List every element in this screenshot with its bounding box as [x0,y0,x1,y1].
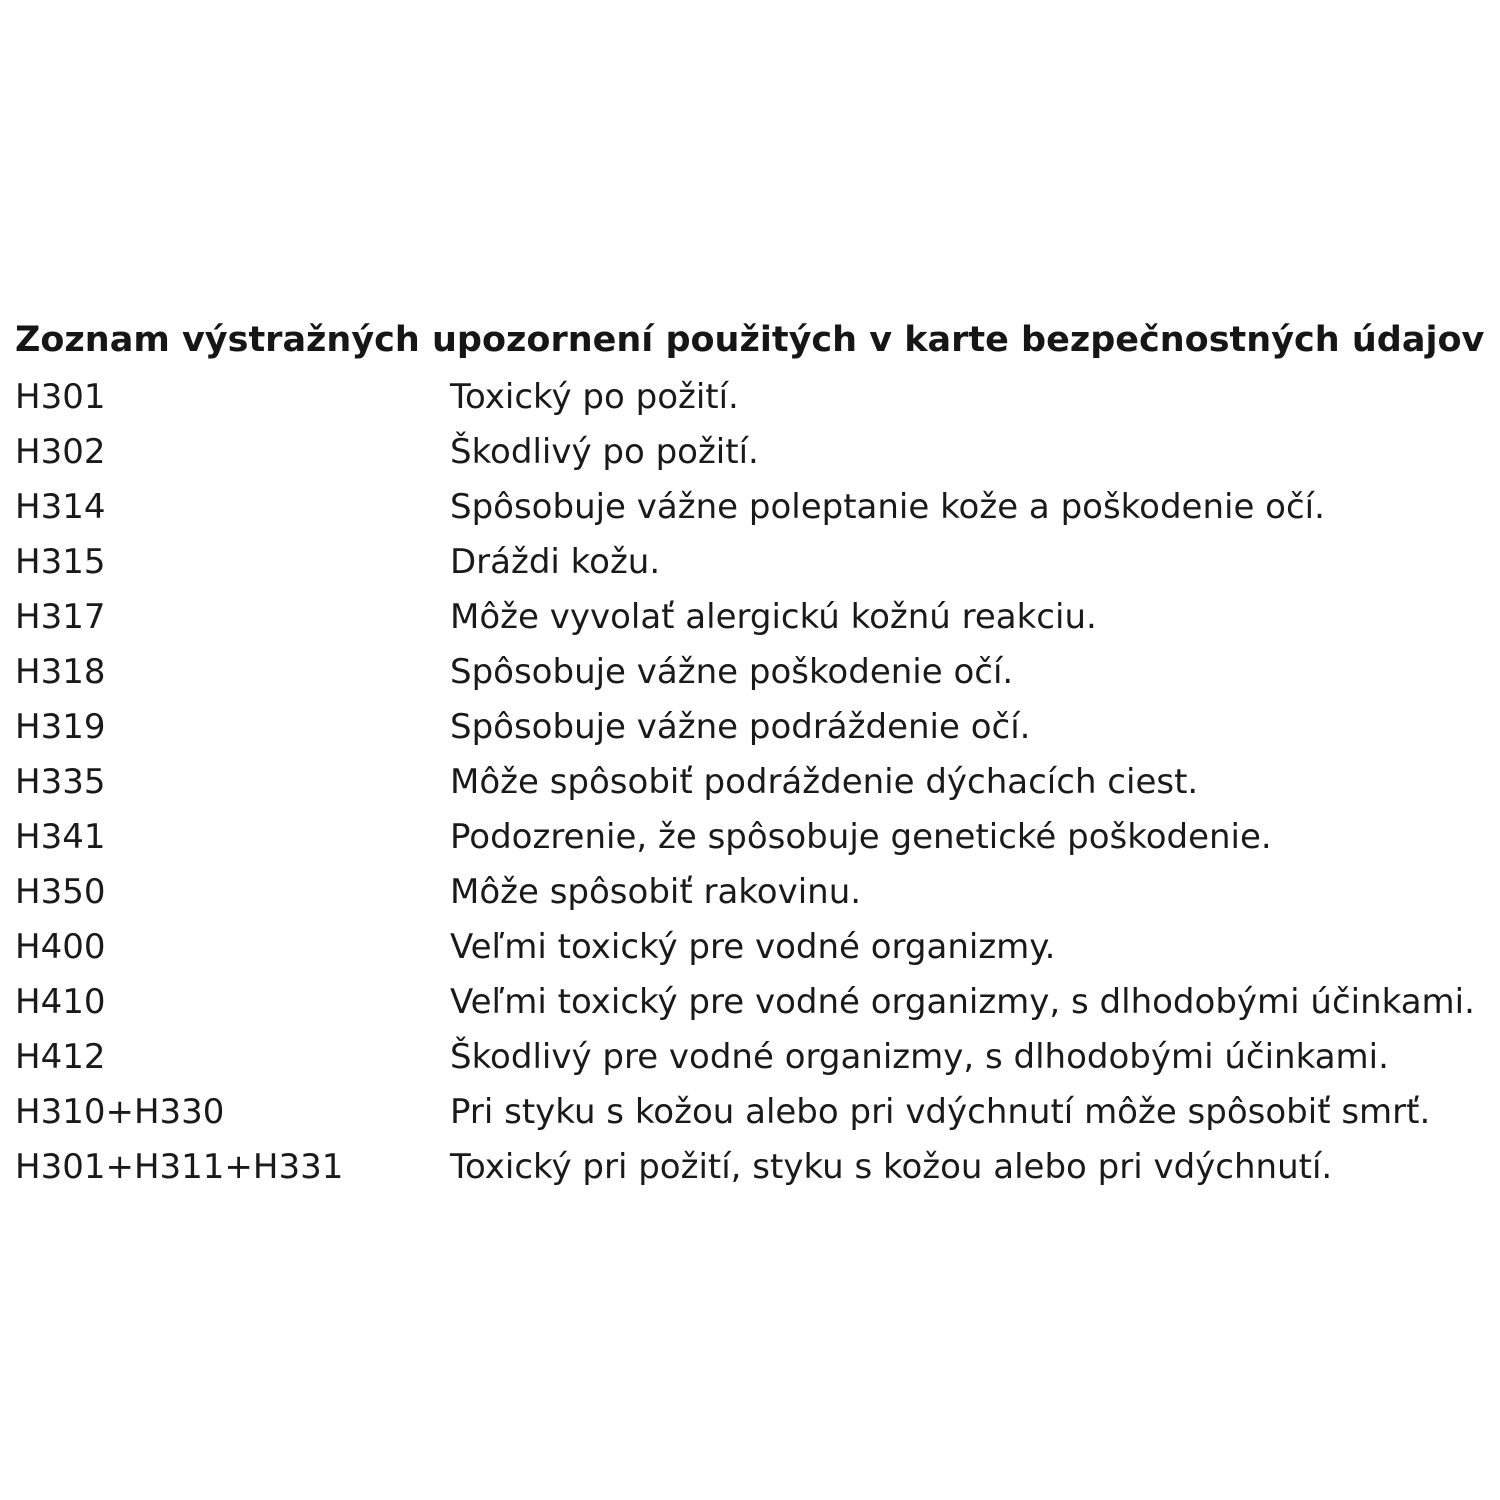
hazard-row [15,480,1485,535]
hazard-text: Škodlivý po požití. [450,432,759,472]
hazard-row [15,1140,1485,1195]
hazard-code: H341 [15,817,106,857]
hazard-row [15,370,1485,425]
hazard-text: Spôsobuje vážne poškodenie očí. [450,652,1014,692]
hazard-code: H301+H311+H331 [15,1147,344,1187]
hazard-text: Veľmi toxický pre vodné organizmy, s dlhodobými účinkami. [450,982,1475,1022]
hazard-row [15,425,1485,480]
hazard-row [15,1030,1485,1085]
hazard-text: Môže spôsobiť rakovinu. [450,872,862,912]
hazard-text: Dráždi kožu. [450,542,661,582]
hazard-text: Pri styku s kožou alebo pri vdýchnutí môže spôsobiť smrť. [450,1092,1431,1132]
hazard-code: H301 [15,377,106,417]
hazard-code: H410 [15,982,106,1022]
hazard-row [15,920,1485,975]
hazard-row [15,700,1485,755]
hazard-row [15,1085,1485,1140]
hazard-code: H302 [15,432,106,472]
hazard-text: Spôsobuje vážne podráždenie očí. [450,707,1031,747]
page-title: Zoznam výstražných upozornení použitých v karte bezpečnostných údajov [15,320,1485,360]
hazard-code: H400 [15,927,106,967]
hazard-code: H350 [15,872,106,912]
hazard-text: Toxický pri požití, styku s kožou alebo pri vdýchnutí. [450,1147,1333,1187]
hazard-text: Môže spôsobiť podráždenie dýchacích ciest. [450,762,1199,802]
hazard-code: H318 [15,652,106,692]
hazard-text: Podozrenie, že spôsobuje genetické poškodenie. [450,817,1272,857]
hazard-text: Toxický po požití. [450,377,739,417]
document-section [15,318,1485,1195]
hazard-code: H319 [15,707,106,747]
hazard-code: H412 [15,1037,106,1077]
hazard-text: Veľmi toxický pre vodné organizmy. [450,927,1056,967]
hazard-code: H310+H330 [15,1092,225,1132]
hazard-text: Škodlivý pre vodné organizmy, s dlhodobými účinkami. [450,1037,1389,1077]
hazard-row [15,810,1485,865]
hazard-text: Spôsobuje vážne poleptanie kože a poškodenie očí. [450,487,1325,527]
hazard-code: H314 [15,487,106,527]
hazard-code: H335 [15,762,106,802]
hazard-row [15,535,1485,590]
hazard-row [15,975,1485,1030]
hazard-row [15,755,1485,810]
hazard-statement-list [15,370,1485,1195]
hazard-row [15,590,1485,645]
hazard-code: H317 [15,597,106,637]
hazard-code: H315 [15,542,106,582]
hazard-row [15,865,1485,920]
hazard-row [15,645,1485,700]
hazard-text: Môže vyvolať alergickú kožnú reakciu. [450,597,1097,637]
